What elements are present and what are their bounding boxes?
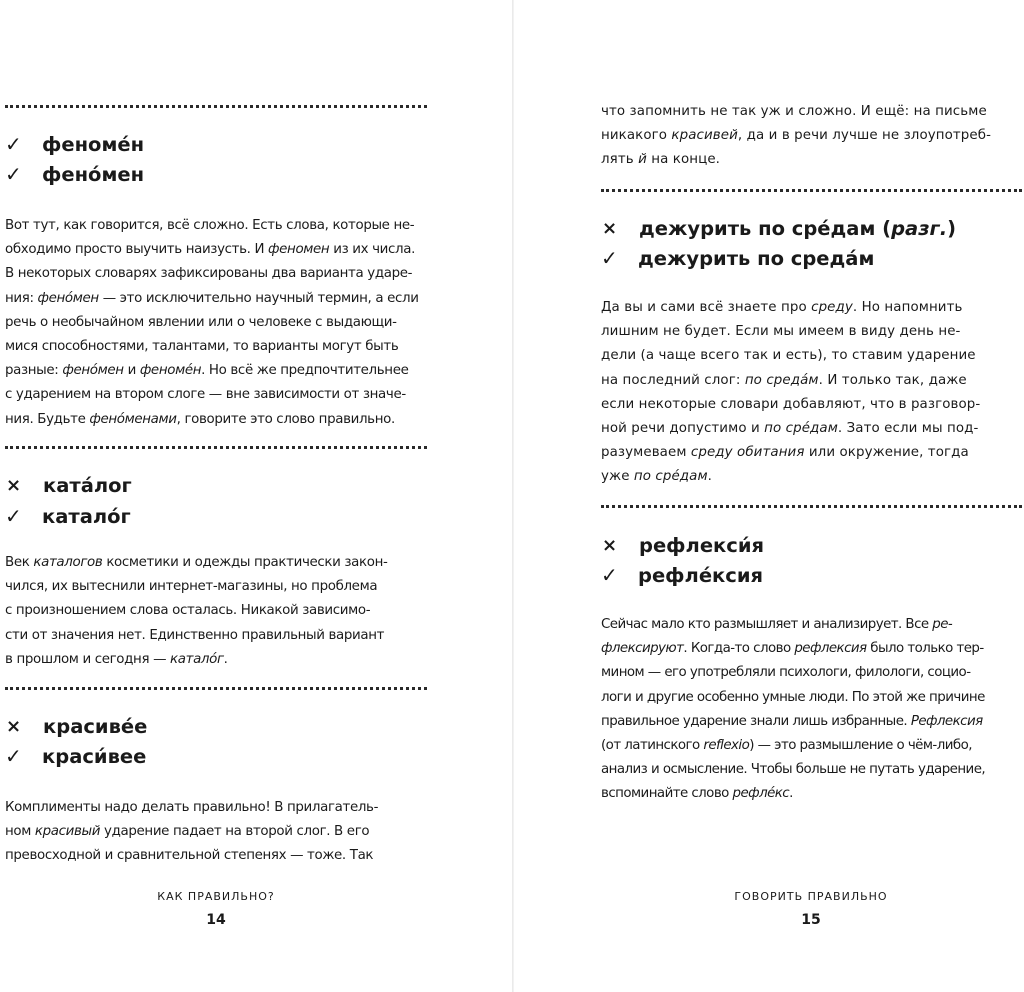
paragraph-fenomen: Вот тут, как говорится, всё сложно. Есть слова, которые не- обходимо просто выучить наизусть. И феномен из их числа. В некоторых словарях зафиксированы два варианта ударе- ния: фено́мен — это исключительно научный термин, а если речь о необычайном явлении или о человеке с выдающи- мися способностями, талантами, то варианты могут быть разные: фено́мен и феноме́н. Но всё же предпочтительнее с ударением на втором слоге — вне зависимости от значе- ния. Будьте фено́менами, говорите это слово правильно. xyxy=(5,218,419,427)
checkmark-icon: ✓ xyxy=(601,563,618,587)
paragraph-continuation: что запомнить не так уж и сложно. И ещё: на письме никакого красивей, да и в речи лучше не злоупотреб- лять й на конце. xyxy=(601,104,992,168)
entry-incorrect xyxy=(601,213,1022,243)
entry-incorrect xyxy=(5,711,427,741)
entry-word: дежурить по сре́дам (разг.) xyxy=(639,216,957,240)
cross-icon: × xyxy=(602,217,618,239)
entry-word: феноме́н xyxy=(42,132,145,156)
page-number: 14 xyxy=(206,912,226,928)
paragraph-krasivee: Комплименты надо делать правильно! В прилагатель- ном красивый ударение падает на второй слог. В его превосходной и сравнительной степенях — тоже. Так xyxy=(5,800,379,864)
section-divider xyxy=(5,446,427,449)
entry-correct xyxy=(5,501,427,531)
entry-word: дежурить по среда́м xyxy=(638,246,875,270)
section-divider xyxy=(601,189,1022,192)
cross-icon: × xyxy=(602,534,618,556)
cross-icon: × xyxy=(6,715,22,737)
entry-correct xyxy=(5,129,427,159)
paragraph-katalog: Век каталогов косметики и одежды практически закон- чился, их вытеснили интернет-магазины, но проблема с произношением слова осталась. Никакой зависимо- сти от значения нет. Единственно правильный вариант в прошлом и сегодня — катало́г. xyxy=(5,555,388,667)
entry-word: краси́вее xyxy=(42,744,147,768)
entry-word: рефлекси́я xyxy=(639,533,765,557)
checkmark-icon: ✓ xyxy=(5,504,22,528)
checkmark-icon: ✓ xyxy=(5,162,22,186)
section-divider xyxy=(5,687,427,690)
checkmark-icon: ✓ xyxy=(5,132,22,156)
right-page xyxy=(601,0,1022,992)
entry-incorrect xyxy=(601,530,1022,560)
checkmark-icon: ✓ xyxy=(5,744,22,768)
entry-correct xyxy=(5,741,427,771)
section-divider xyxy=(5,105,427,108)
section-divider xyxy=(601,505,1022,508)
entry-word: ката́лог xyxy=(43,473,132,497)
left-page xyxy=(5,0,427,992)
cross-icon: × xyxy=(6,474,22,496)
entry-word: красиве́е xyxy=(43,714,148,738)
entry-correct xyxy=(5,159,427,189)
running-footer: КАК ПРАВИЛЬНО? xyxy=(157,890,275,903)
book-spine xyxy=(512,0,514,992)
entry-word: катало́г xyxy=(42,504,131,528)
entry-incorrect xyxy=(5,470,427,500)
running-footer: ГОВОРИТЬ ПРАВИЛЬНО xyxy=(734,890,888,903)
paragraph-sreda: Да вы и сами всё знаете про среду. Но напомнить лишним не будет. Если мы имеем в виду день не- дели (а чаще всего так и есть), то ставим ударение на последний слог: по среда́м. И только так, даже если некоторые словари добавляют, что в разговор- ной речи допустимо и по сре́дам. Зато если мы под- разумеваем среду обитания или окружение, тогда уже по сре́дам. xyxy=(601,300,981,485)
entry-word: рефле́ксия xyxy=(638,563,764,587)
entry-correct xyxy=(601,560,1022,590)
entry-word: фено́мен xyxy=(42,162,145,186)
paragraph-refleksia: Сейчас мало кто размышляет и анализирует. Все ре- флексируют. Когда-то слово рефлексия было только тер- мином — его употребляли психологи, филологи, социо- логи и другие особенно умные люди. По этой же причине правильное ударение знали лишь избранные. Рефлексия (от латинского reflexio) — это размышление о чём-либо, анализ и осмысление. Чтобы больше не путать ударение, вспоминайте слово рефле́кс. xyxy=(601,617,986,802)
checkmark-icon: ✓ xyxy=(601,246,618,270)
page-number: 15 xyxy=(801,912,821,928)
entry-correct xyxy=(601,243,1022,273)
